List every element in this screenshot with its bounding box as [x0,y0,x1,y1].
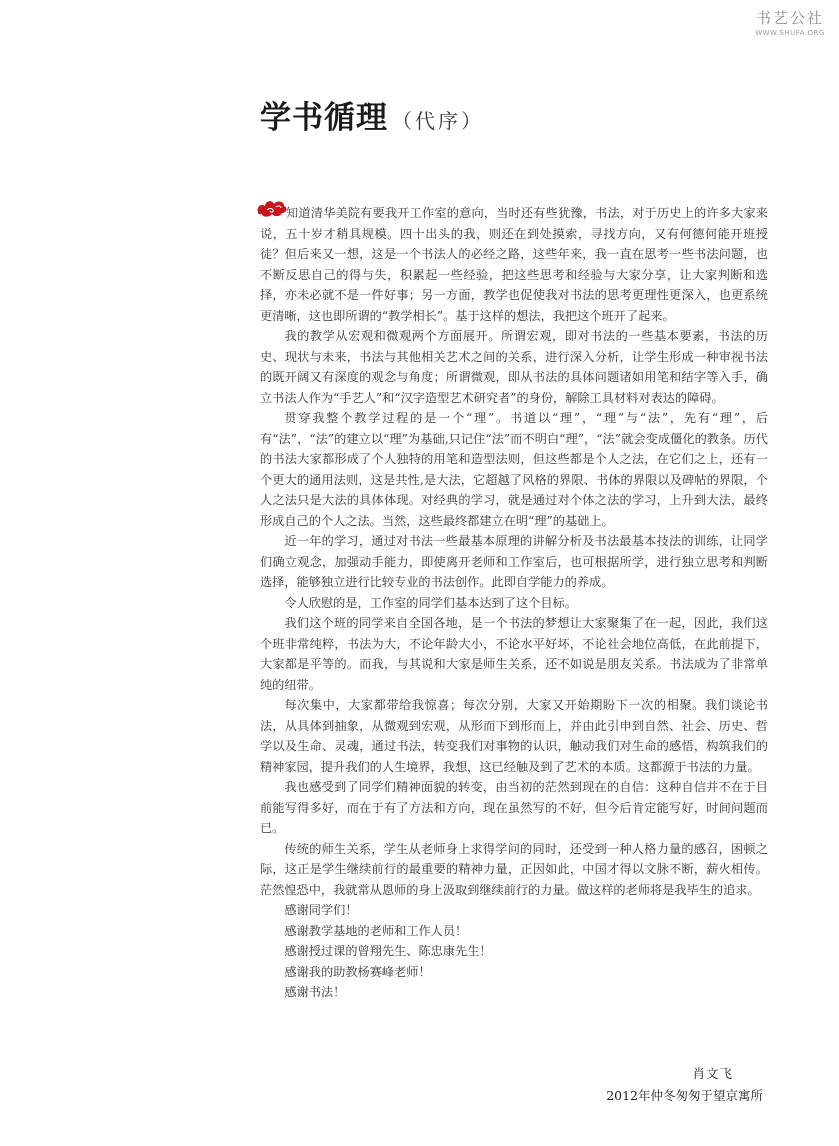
paragraph: 我们这个班的同学来自全国各地，是一个书法的梦想让大家聚集了在一起，因此，我们这个班非常纯粹，书法为大，不论年龄大小，不论水平好坏，不论社会地位高低，在此前提下，大家都是平等的。而我，与其说和大家是师生关系，还不如说是朋友关系。书法成为了非常单纯的纽带。 [260,616,768,692]
preface-body [260,203,768,1003]
signature-author: 肖文飞 [692,1066,733,1081]
paragraph: 近一年的学习，通过对书法一些最基本原理的讲解分析及书法最基本技法的训练，让同学们确立观念，加强动手能力，即使离开老师和工作室后，也可根据所学，进行独立思考和判断选择，能够独立进行比较专业的书法创作。此即自学能力的养成。 [260,534,768,589]
paragraph: 我也感受到了同学们精神面貌的转变，由当初的茫然到现在的自信：这种自信并不在于目前能写得多好，而在于有了方法和方向，现在虽然写的不好，但今后肯定能写好，时间问题而已。 [260,780,768,835]
signature-date-place: 2012年仲冬匆匆于望京寓所 [606,1088,763,1103]
thanks-line: 感谢我的助教杨赛峰老师！ [284,964,431,979]
paragraph: 我的教学从宏观和微观两个方面展开。所谓宏观，即对书法的一些基本要素，书法的历史、现状与未来，书法与其他相关艺术之间的关系，进行深入分析，让学生形成一种审视书法的既开阔又有深度的观念与角度；所谓微观，即从书法的具体问题诸如用笔和结字等入手，确立书法人作为“手艺人”和“汉字造型艺术研究者”的身份，解除工具材料对表达的障碍。 [260,329,768,405]
paragraph: 知道清华美院有要我开工作室的意向，当时还有些犹豫，书法，对于历史上的许多大家来说，五十岁才稍具规模。四十出头的我，则还在到处摸索，寻找方向，又有何德何能开班授徒？但后来又一想，这是一个书法人的必经之路，这些年来，我一直在思考一些书法问题，也不断反思自己的得与失，积累起一些经验，把这些思考和经验与大家分享，让大家判断和选择，亦未必就不是一件好事；另一方面，教学也促使我对书法的思考更理性更深入，也更系统更清晰，这也即所谓的“教学相长”。基于这样的想法，我把这个班开了起来。 [260,206,768,323]
watermark-logo [751,8,829,44]
watermark-url: WWW.SHUFA.ORG [755,29,825,37]
thanks-line: 感谢授过课的曾翔先生、陈忠康先生！ [284,944,492,958]
signature-block [606,1063,763,1107]
paragraph: 每次集中，大家都带给我惊喜；每次分别，大家又开始期盼下一次的相聚。我们谈论书法，从具体到抽象，从微观到宏观，从形而下到形而上，并由此引申到自然、社会、历史、哲学以及生命、灵魂，通过书法，转变我们对事物的认识，触动我们对生命的感悟，构筑我们的精神家园，提升我们的人生境界，我想，这已经触及到了艺术的本质。这都源于书法的力量。 [260,698,768,774]
title-subtitle: （代序） [392,109,484,133]
paragraph: 令人欣慰的是，工作室的同学们基本达到了这个目标。 [284,595,577,610]
thanks-line: 感谢同学们！ [284,903,358,917]
title-main: 学书循理 [260,100,388,136]
thanks-line: 感谢书法！ [284,985,346,999]
paragraph: 传统的师生关系，学生从老师身上求得学问的同时，还受到一种人格力量的感召，困顿之际，这正是学生继续前行的最重要的精神力量，正因如此，中国才得以文脉不断，薪火相传。茫然惶恐中，我就常从恩师的身上汲取到继续前行的力量。做这样的老师将是我毕生的追求。 [260,841,768,897]
thanks-line: 感谢教学基地的老师和工作人员！ [284,923,468,938]
page-title [260,92,484,138]
watermark-logo-text: 书艺公社 [755,9,824,27]
paragraph: 贯穿我整个教学过程的是一个“理”。书道以“理”，“理”与“法”，先有“理”，后有“法”，“法”的建立以“理”为基础,只记住“法”而不明白“理”，“法”就会变成僵化的教条。历代的书法大家都形成了个人独特的用笔和造型法则，但这些都是个人之法，在它们之上，还有一个更大的通用法则，这是共性,是大法，它超越了风格的界限、书体的界限以及碑帖的界限，个人之法只是大法的具体体现。对经典的学习，就是通过对个体之法的学习，上升到大法，最终形成自己的个人之法。当然，这些最终都建立在明“理”的基础上。 [260,411,768,528]
